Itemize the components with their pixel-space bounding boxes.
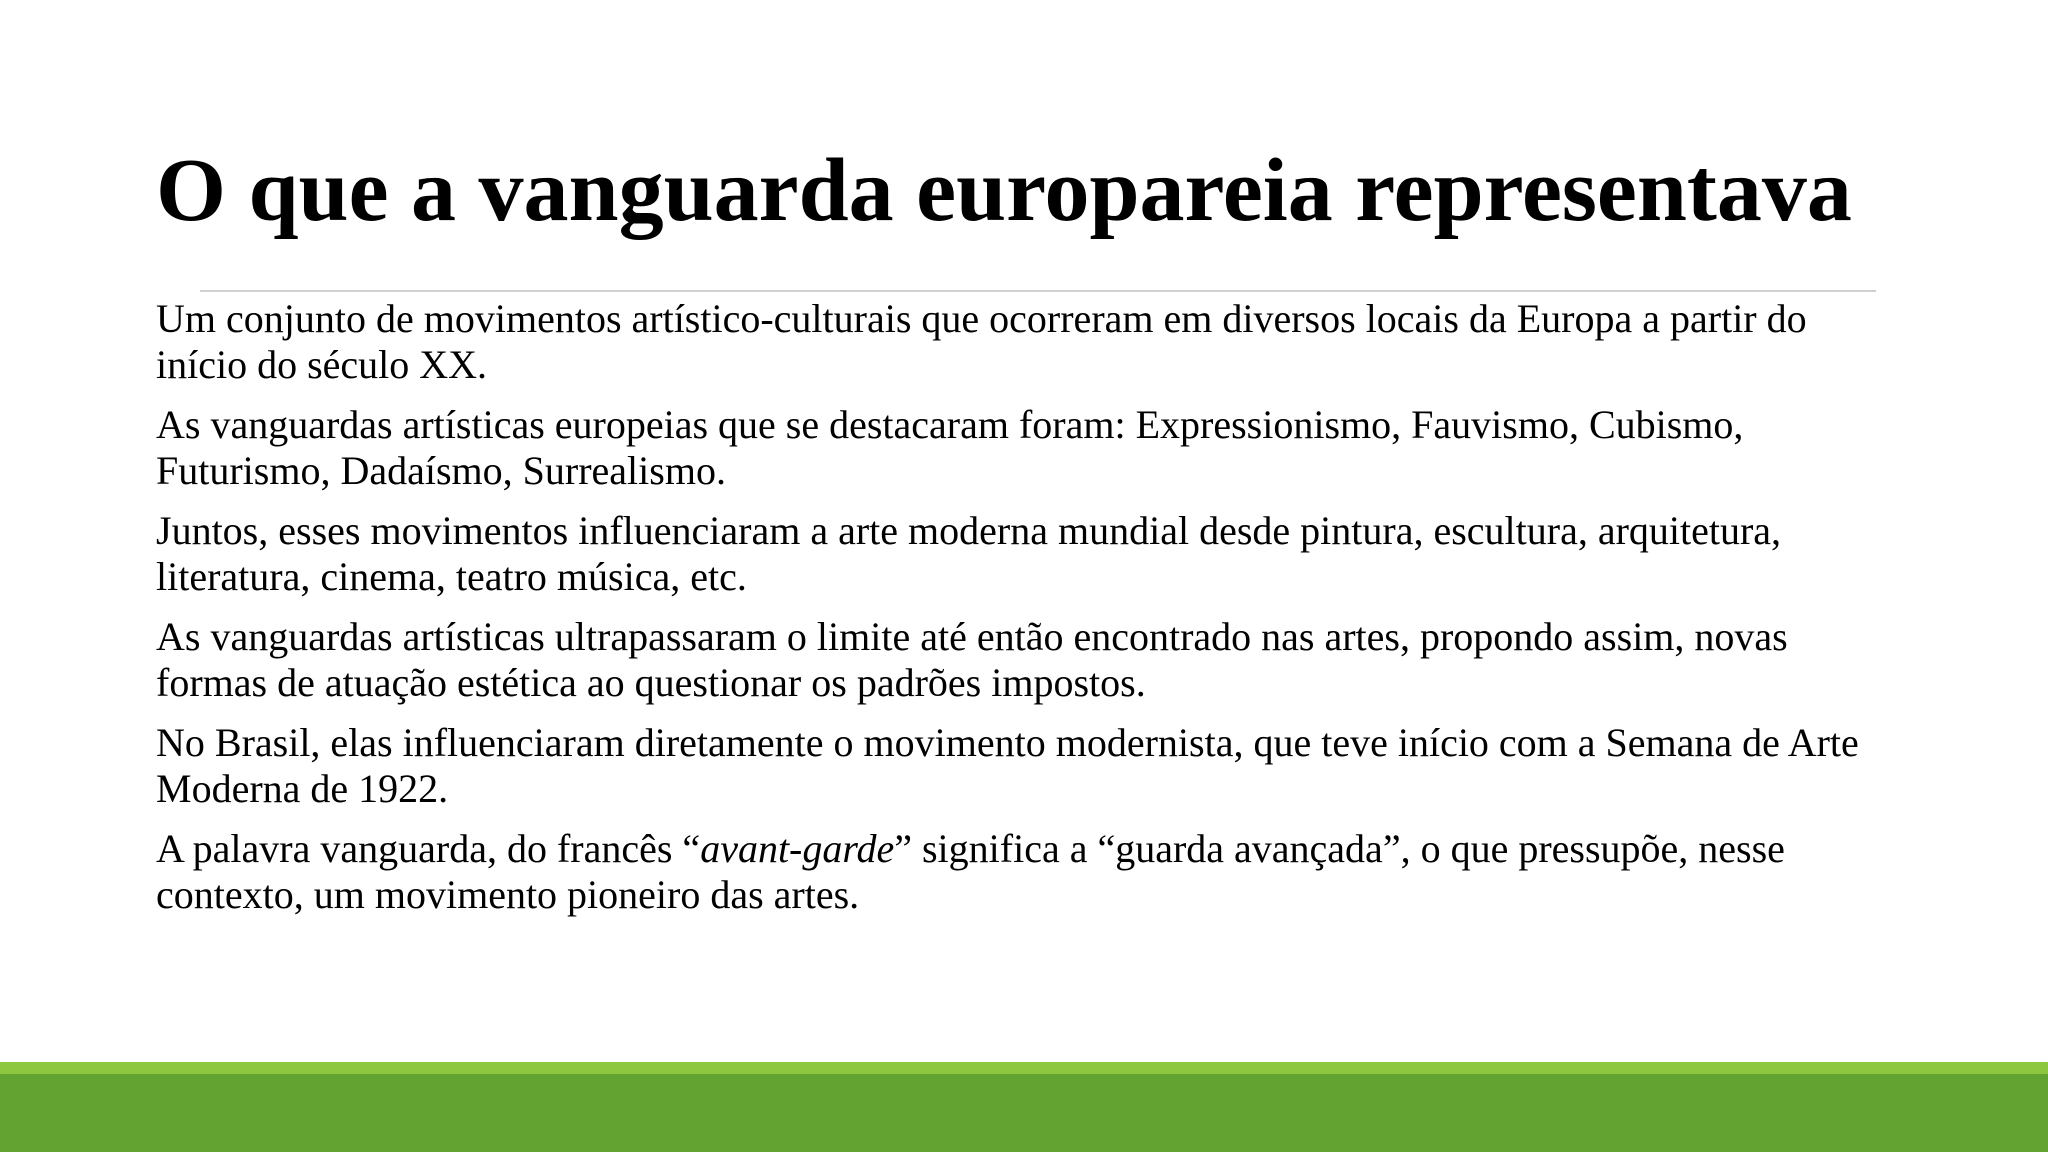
- paragraph-1: Um conjunto de movimentos artístico-culturais que ocorreram em diversos locais da Europa a partir do início do século XX.: [156, 296, 1807, 387]
- slide-title: O que a vanguarda europareia representava: [156, 141, 1852, 240]
- title-divider: [200, 290, 1876, 292]
- paragraph-6-before: A palavra vanguarda, do francês “: [156, 826, 701, 871]
- footer-band-light: [0, 1062, 2048, 1074]
- paragraph-6-italic-term: avant-garde: [700, 826, 895, 871]
- slide-body: [156, 296, 1896, 932]
- paragraph-2: As vanguardas artísticas europeias que se destacaram foram: Expressionismo, Fauvismo, Cubismo, Futurismo, Dadaísmo, Surrealismo.: [156, 402, 1744, 493]
- footer-band-dark: [0, 1074, 2048, 1152]
- paragraph-6-after: ” significa a “guarda avançada”, o que pressupõe, nesse contexto, um movimento pioneiro das artes.: [156, 826, 1785, 917]
- paragraph-5: No Brasil, elas influenciaram diretamente o movimento modernista, que teve início com a Semana de Arte Moderna de 1922.: [156, 720, 1859, 811]
- paragraph-3: Juntos, esses movimentos influenciaram a arte moderna mundial desde pintura, escultura, arquitetura, literatura, cinema, teatro música, etc.: [156, 508, 1782, 599]
- paragraph-4: As vanguardas artísticas ultrapassaram o limite até então encontrado nas artes, propondo assim, novas formas de atuação estética ao questionar os padrões impostos.: [156, 614, 1788, 705]
- paragraph-6: [156, 826, 1896, 918]
